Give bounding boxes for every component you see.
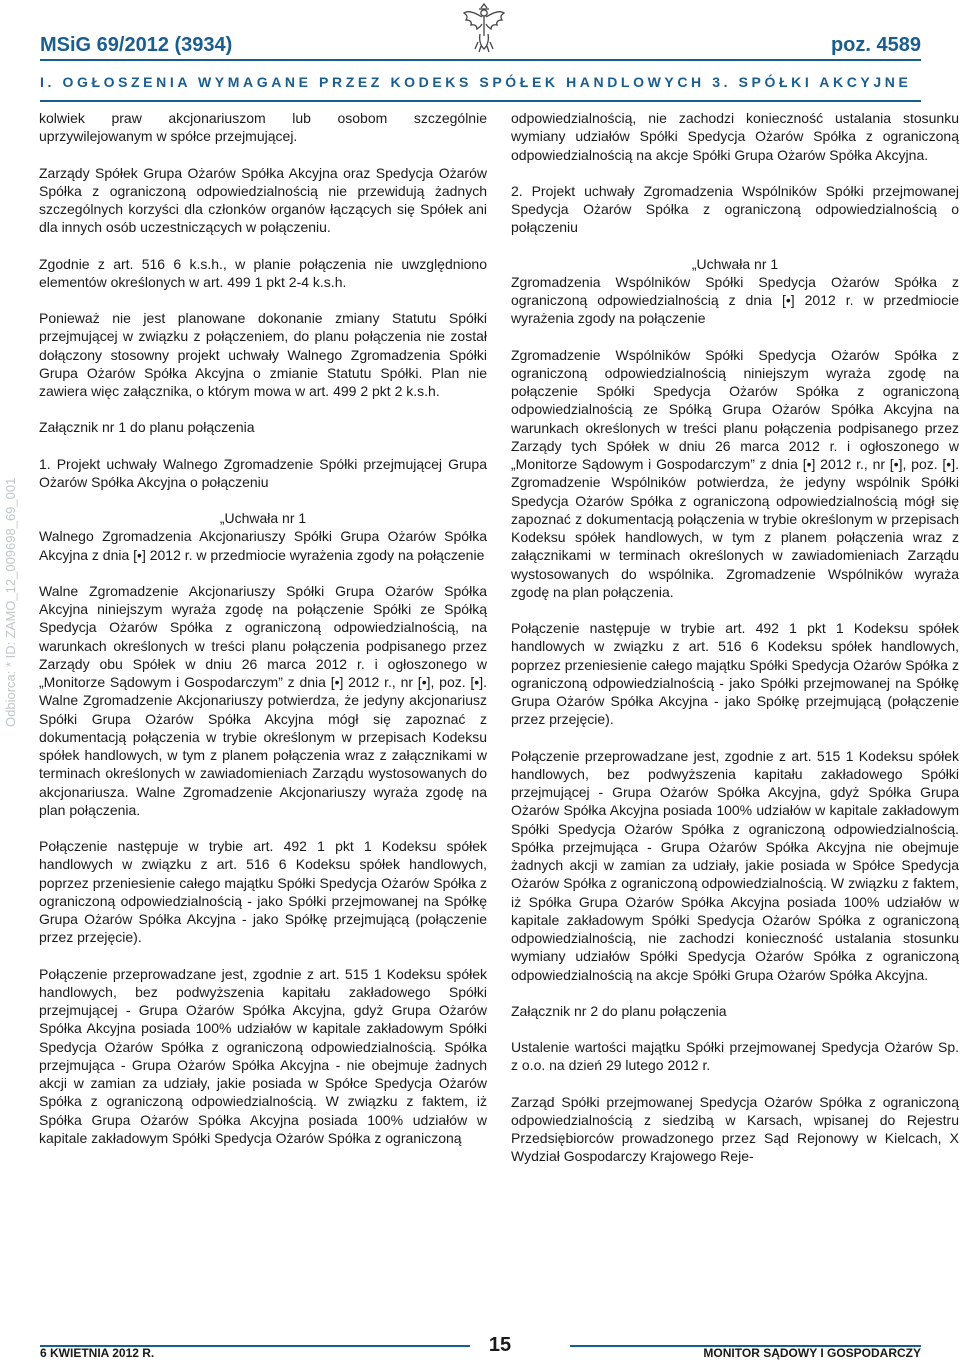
header-rule-top [40, 59, 921, 61]
paragraph: 1. Projekt uchwały Walnego Zgromadzenie Spółki przejmującej Grupa Ożarów Spółka Akcyjna o połączeniu [39, 455, 487, 490]
left-column [39, 109, 487, 1165]
issue-number: MSiG 69/2012 (3934) [40, 34, 233, 56]
footer-date: 6 KWIETNIA 2012 R. [40, 1346, 155, 1360]
paragraph: Zgromadzenie Wspólników Spółki Spedycja Ożarów Spółka z ograniczoną odpowiedzialnością niniejszym wyraża zgodę na połączenie Spółki Spedycja Ożarów Spółka z ograniczoną odpowiedzialnością ze Spółką Grupa Ożarów Spółka Akcyjna na warunkach określonych w treści planu połączenia podpisanego przez Zarządy tych Spółek w dniu 26 marca 2012 r. i ogłoszonego w „Monitorze Sądowym i Gospodarczym” z dnia [•] 2012 r., nr [•], poz. [•]. Zgromadzenie Wspólników potwierdza, że jedyny wspólnik Spółki Spedycja Ożarów Spółka z ograniczoną odpowiedzialnością mógł się zapoznać z dokumentacją połączenia w trybie określonym w przepisach Kodeksu spółek handlowych, w tym z planem połączenia wraz z załącznikami w terminach określonych w zawiadomieniach Zarządu wystosowanych do wspólnika. Zgromadzenie Wspólników wyraża zgodę na plan połączenia. [511, 346, 959, 600]
resolution-subject: Zgromadzenia Wspólników Spółki Spedycja Ożarów Spółka z ograniczoną odpowiedzialnością z dnia [•] 2012 r. w przedmiocie wyrażenia zgody na połączenie [511, 273, 959, 327]
paragraph: kolwiek praw akcjonariuszom lub osobom szczególnie uprzywilejowanym w spółce przejmującej. [39, 110, 487, 145]
paragraph: Zarządy Spółek Grupa Ożarów Spółka Akcyjna oraz Spedycja Ożarów Spółka z ograniczoną odpowiedzialnością nie przewidują żadnych szczególnych korzyści dla członków organów łączących się Spółek ani dla innych osób uczestniczących w połączeniu. [39, 164, 487, 236]
paragraph: Ponieważ nie jest planowane dokonanie zmiany Statutu Spółki przejmującej w związku z połączeniem, do planu połączenia nie został dołączony stosowny projekt uchwały Walnego Zgromadzenia Spółki Grupa Ożarów Spółka Akcyjna o zmianie Statutu Spółki. Plan nie zawiera więc załącznika, o którym mowa w art. 499 2 pkt 2 k.s.h. [39, 310, 487, 399]
annex-title: Załącznik nr 1 do planu połączenia [39, 419, 255, 436]
paragraph: Zgodnie z art. 516 6 k.s.h., w planie połączenia nie uwzględniono elementów określonych w art. 499 1 pkt 2-4 k.s.h. [39, 255, 487, 290]
recipient-watermark: Odbiorca: * ID: ZAMO_12_009698_69_001 [3, 477, 18, 727]
paragraph: 2. Projekt uchwały Zgromadzenia Wspólników Spółki przejmowanej Spedycja Ożarów Spółka z ograniczoną odpowiedzialnością o połączeniu [511, 182, 959, 236]
header-rule-bottom [40, 100, 921, 102]
publication-name: MONITOR SĄDOWY I GOSPODARCZY [703, 1346, 921, 1360]
paragraph: Zarząd Spółki przejmowanej Spedycja Ożarów Spółka z ograniczoną odpowiedzialnością z siedzibą w Karsach, wpisanej do Rejestru Przedsiębiorców prowadzonego przez Sąd Rejonowy w Kielcach, X Wydział Gospodarczy Krajowego Reje- [511, 1093, 959, 1165]
paragraph: Ustalenie wartości majątku Spółki przejmowanej Spedycja Ożarów Sp. z o.o. na dzień 29 lutego 2012 r. [511, 1039, 959, 1074]
resolution-heading: „Uchwała nr 1 [691, 255, 779, 272]
position-number: poz. 4589 [830, 34, 921, 56]
eagle-emblem-icon [462, 2, 506, 54]
paragraph: Połączenie następuje w trybie art. 492 1 pkt 1 Kodeksu spółek handlowych w związku z art. 516 6 Kodeksu spółek handlowych, poprzez przeniesienie całego majątku Spółki Spedycja Ożarów Spółka z ograniczoną odpowiedzialnością - jako Spółki przejmowanej na Spółkę Grupa Ożarów Spółka Akcyjna - jako Spółkę przejmującą (połączenie przez przejęcie). [511, 620, 959, 728]
paragraph: Połączenie przeprowadzane jest, zgodnie z art. 515 1 Kodeksu spółek handlowych, bez podwyższenia kapitału zakładowego Spółki przejmującej - Grupa Ożarów Spółka Akcyjna, gdyż Spółka Grupa Ożarów Spółka Akcyjna posiada 100% udziałów w kapitale zakładowym Spółki Spedycja Ożarów Spółka z ograniczoną odpowiedzialnością. Spółka przejmująca - Grupa Ożarów Spółka Akcyjna nie obejmuje żadnych akcji w zamian za udziały, jakie posiada w Spółce Spedycja Ożarów Spółka z ograniczoną odpowiedzialnością. W związku z faktem, iż Spółka Grupa Ożarów Spółka Akcyjna posiada 100% udziałów w kapitale zakładowym Spółki Spedycja Ożarów Spółka z ograniczoną odpowiedzialnością, nie zachodzi konieczność ustalania stosunku wymiany udziałów Spółki Spedycja Ożarów Spółka z ograniczoną odpowiedzialnością na akcje Spółki Grupa Ożarów Spółka Akcyjna. [511, 747, 959, 983]
paragraph: Walne Zgromadzenie Akcjonariuszy Spółki Grupa Ożarów Spółka Akcyjna niniejszym wyraża zgodę na połączenie Spółki ze Spółką Spedycja Ożarów Spółka z ograniczoną odpowiedzialnością, na warunkach określonych w treści planu połączenia podpisanego przez Zarządy obu Spółek w dniu 26 marca 2012 r. i ogłoszonego w „Monitorze Sądowym i Gospodarczym” z dnia [•] 2012 r., nr [•], poz. [•]. Walne Zgromadzenie Akcjonariuszy potwierdza, że jedyny akcjonariusz Spółki Grupa Ożarów Spółka Akcyjna mógł się zapoznać z dokumentacją połączenia w trybie określonym w przepisach Kodeksu spółek handlowych, w tym z planem połączenia wraz z załącznikami w terminach określonych w zawiadomieniach Zarządu wystosowanych do akcjonariusza. Walne Zgromadzenie Akcjonariuszy wyraża zgodę na plan połączenia. [39, 582, 487, 818]
resolution-subject: Walnego Zgromadzenia Akcjonariuszy Spółki Grupa Ożarów Spółka Akcyjna z dnia [•] 2012 r. w przedmiocie wyrażenia zgody na połączenie [39, 528, 487, 563]
section-title: I. OGŁOSZENIA WYMAGANE PRZEZ KODEKS SPÓŁEK HANDLOWYCH 3. SPÓŁKI AKCYJNE [40, 74, 912, 90]
paragraph: odpowiedzialnością, nie zachodzi konieczność ustalania stosunku wymiany udziałów Spółki Spedycja Ożarów Spółka z ograniczoną odpowiedzialnością na akcje Spółki Grupa Ożarów Spółka Akcyjna. [511, 110, 959, 163]
paragraph: Połączenie przeprowadzane jest, zgodnie z art. 515 1 Kodeksu spółek handlowych, bez podwyższenia kapitału zakładowego Spółki przejmującej - Grupa Ożarów Spółka Akcyjna, gdyż Grupa Ożarów Spółka Akcyjna posiada 100% udziałów w kapitale zakładowym Spółki Spedycja Ożarów Spółka z ograniczoną odpowiedzialnością. Spółka przejmująca - Grupa Ożarów Spółka Akcyjna - nie obejmuje żadnych akcji w zamian za udziały, jakie posiada w Spółce Spedycja Ożarów Spółka z ograniczoną odpowiedzialnością. W związku z faktem, iż Spółka Grupa Ożarów Spółka Akcyjna posiada 100% udziałów w kapitale zakładowym Spółki Spedycja Ożarów Spółka z ograniczoną [39, 965, 487, 1146]
paragraph: Połączenie następuje w trybie art. 492 1 pkt 1 Kodeksu spółek handlowych w związku z art. 516 6 Kodeksu spółek handlowych, poprzez przeniesienie całego majątku Spółki Spedycja Ożarów Spółka z ograniczoną odpowiedzialnością - jako Spółki przejmowanej na Spółkę Grupa Ożarów Spółka Akcyjna - jako Spółkę przejmującą (połączenie przez przejęcie). [39, 838, 487, 946]
page-number: 15 [488, 1334, 512, 1356]
right-column [511, 109, 959, 1184]
resolution-heading: „Uchwała nr 1 [219, 510, 307, 526]
annex-title: Załącznik nr 2 do planu połączenia [511, 1002, 727, 1019]
